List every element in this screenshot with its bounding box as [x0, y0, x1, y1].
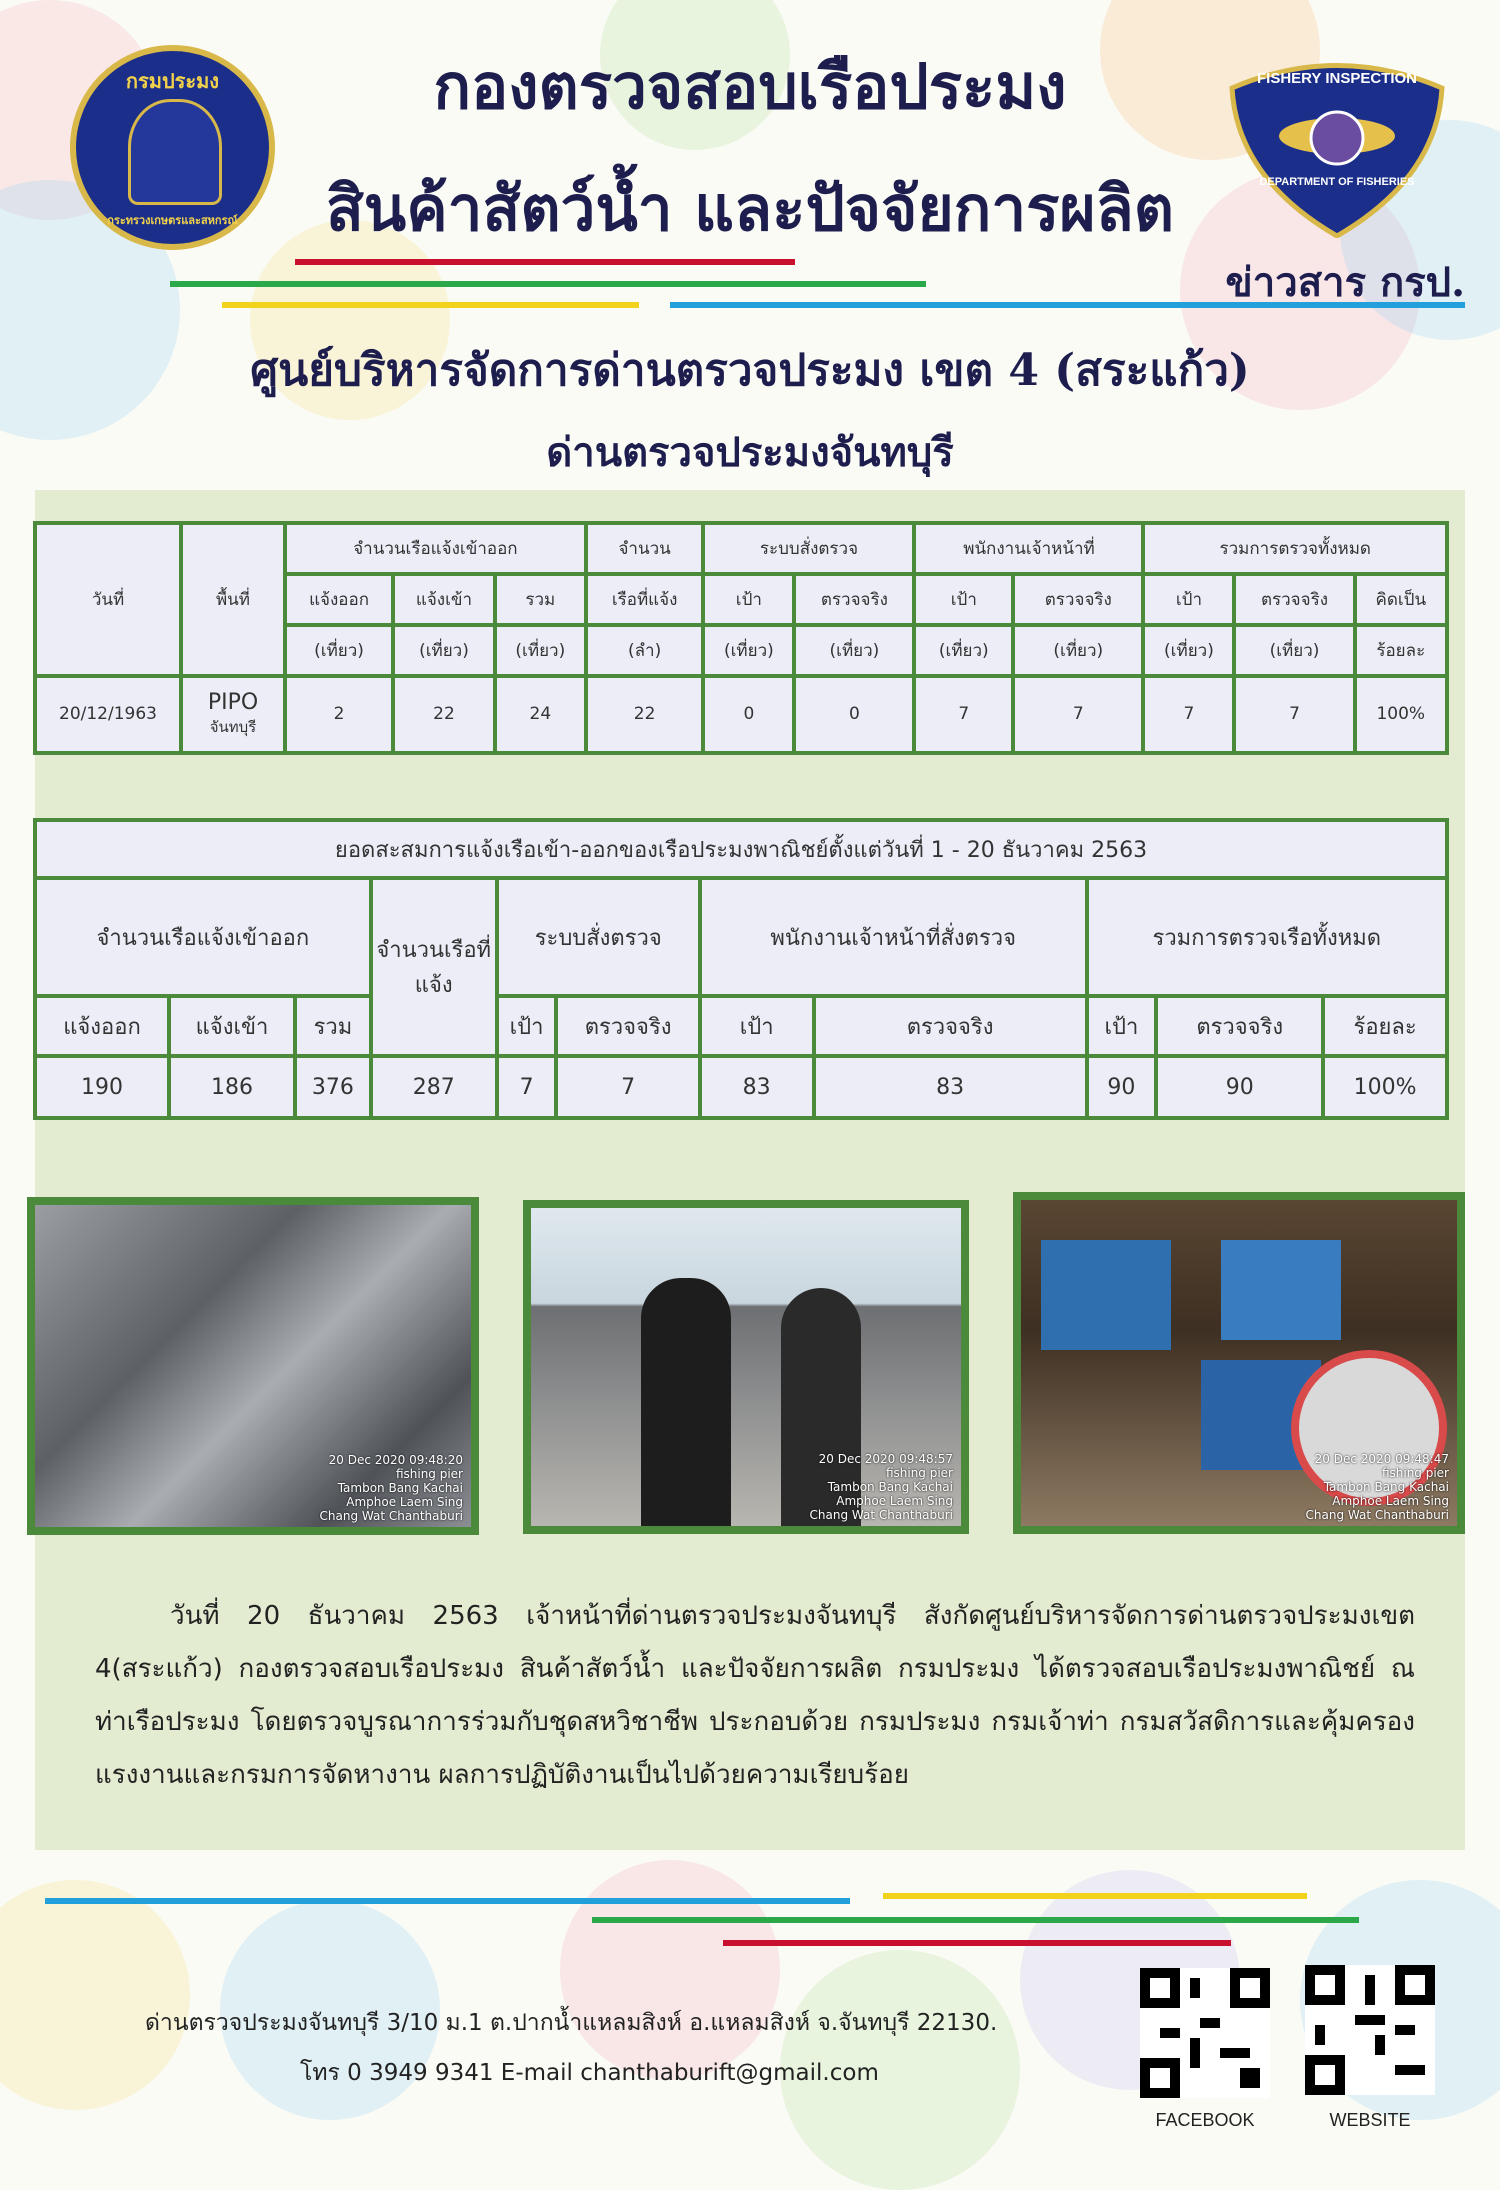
unit-cell: (เที่ยว)	[285, 625, 393, 676]
unit-cell: (ลำ)	[586, 625, 704, 676]
value-cell: 2	[285, 676, 393, 753]
divider-green	[170, 281, 926, 287]
subheader-cell: ตรวจจริง	[556, 996, 699, 1056]
qr-icon	[1305, 1965, 1435, 2095]
news-label: ข่าวสาร กรป.	[1225, 259, 1465, 306]
header-notify: จำนวนเรือแจ้งเข้าออก	[35, 878, 371, 996]
subheader-cell: เป้า	[914, 574, 1013, 625]
unit-cell: (เที่ยว)	[914, 625, 1013, 676]
header-area: พื้นที่	[181, 523, 285, 676]
photo-fish-baskets	[1013, 1192, 1465, 1534]
header-count: จำนวนเรือที่แจ้ง	[371, 878, 497, 1056]
divider-red	[295, 259, 795, 265]
photo-timestamp: 20 Dec 2020 09:48:20 fishing pier Tambon Bang Kachai Amphoe Laem Sing Chang Wat Chanthaburi	[319, 1453, 463, 1523]
unit-cell: (เที่ยว)	[1234, 625, 1354, 676]
photo-figure	[641, 1278, 731, 1528]
row-area	[181, 676, 285, 753]
subheader-cell: แจ้งออก	[285, 574, 393, 625]
row-area-code: PIPO	[207, 689, 259, 715]
subheader-cell: ตรวจจริง	[1234, 574, 1354, 625]
subheader-cell: เป้า	[700, 996, 814, 1056]
photo-fishing-net	[27, 1197, 479, 1535]
unit-cell: (เที่ยว)	[393, 625, 495, 676]
value-cell: 190	[35, 1056, 169, 1118]
value-cell: 83	[700, 1056, 814, 1118]
news-body-paragraph: วันที่ 20 ธันวาคม 2563 เจ้าหน้าที่ด่านตรวจประมงจันทบุรี สังกัดศูนย์บริหารจัดการด่านตรวจประมงเขต 4(สระแก้ว) กองตรวจสอบเรือประมง สินค้าสัตว์น้ำ และปัจจัยการผลิต กรมประมง ได้ตรวจสอบเรือประมงพาณิชย์ ณ ท่าเรือประมง โดยตรวจบูรณาการร่วมกับชุดสหวิชาชีพ ประกอบด้วย กรมประมง กรมเจ้าท่า กรมสวัสดิการและคุ้มครองแรงงานและกรมการจัดหางาน ผลการปฏิบัติงานเป็นไปด้วยความเรียบร้อย	[95, 1601, 1415, 1790]
footer-contact: โทร 0 3949 9341 E-mail chanthaburift@gmail.com	[300, 2060, 879, 2086]
row-date: 20/12/1963	[35, 676, 181, 753]
row-area-sub: จันทบุรี	[209, 717, 257, 736]
divider-yellow	[222, 302, 639, 308]
value-cell: 90	[1156, 1056, 1323, 1118]
footer-divider-blue	[45, 1898, 850, 1904]
facebook-qr-code[interactable]	[1140, 1968, 1270, 2098]
unit-cell: (เที่ยว)	[794, 625, 914, 676]
value-cell: 100%	[1355, 676, 1447, 753]
subheader-cell: เป้า	[1087, 996, 1157, 1056]
unit-cell: (เที่ยว)	[495, 625, 586, 676]
main-title-line1: กองตรวจสอบเรือประมง	[433, 50, 1067, 123]
subheader-cell: แจ้งเข้า	[393, 574, 495, 625]
header-notify: จำนวนเรือแจ้งเข้าออก	[285, 523, 586, 574]
subheader-cell: ร้อยละ	[1323, 996, 1447, 1056]
unit-cell: (เที่ยว)	[1143, 625, 1234, 676]
footer-divider-yellow	[883, 1893, 1307, 1899]
header-date: วันที่	[35, 523, 181, 676]
cumulative-table	[33, 818, 1449, 1120]
footer-divider-red	[723, 1940, 1231, 1946]
value-cell: 186	[169, 1056, 295, 1118]
subheader-cell: แจ้งเข้า	[169, 996, 295, 1056]
header-officer: พนักงานเจ้าหน้าที่สั่งตรวจ	[700, 878, 1087, 996]
subheader-cell: เรือที่แจ้ง	[586, 574, 704, 625]
subheader-cell: ตรวจจริง	[1013, 574, 1143, 625]
station-heading: ด่านตรวจประมงจันทบุรี	[546, 429, 954, 476]
subheader-cell: ตรวจจริง	[814, 996, 1087, 1056]
value-cell: 0	[794, 676, 914, 753]
value-cell: 22	[586, 676, 704, 753]
badge-top-text: FISHERY INSPECTION	[1256, 70, 1418, 87]
value-cell: 100%	[1323, 1056, 1447, 1118]
header-system: ระบบสั่งตรวจ	[703, 523, 914, 574]
value-cell: 7	[1234, 676, 1354, 753]
subheader-cell: ตรวจจริง	[1156, 996, 1323, 1056]
header-total: รวมการตรวจเรือทั้งหมด	[1087, 878, 1447, 996]
subheader-cell: รวม	[295, 996, 371, 1056]
subheader-cell: เป้า	[1143, 574, 1234, 625]
main-title-line2: สินค้าสัตว์น้ำ และปัจจัยการผลิต	[325, 172, 1175, 245]
value-cell: 287	[371, 1056, 497, 1118]
value-cell: 7	[1013, 676, 1143, 753]
value-cell: 376	[295, 1056, 371, 1118]
subheader-cell: เป้า	[497, 996, 557, 1056]
seal-arc-text: กรมประมง	[125, 69, 220, 93]
unit-cell: (เที่ยว)	[703, 625, 794, 676]
value-cell: 7	[1143, 676, 1234, 753]
header-officer: พนักงานเจ้าหน้าที่	[914, 523, 1143, 574]
website-qr-code[interactable]	[1305, 1965, 1435, 2095]
photo-basket	[1221, 1240, 1341, 1340]
footer-divider-green	[592, 1917, 1359, 1923]
value-cell: 24	[495, 676, 586, 753]
header-system: ระบบสั่งตรวจ	[497, 878, 700, 996]
subheader-cell: เป้า	[703, 574, 794, 625]
value-cell: 22	[393, 676, 495, 753]
photo-basket	[1041, 1240, 1171, 1350]
unit-cell: (เที่ยว)	[1013, 625, 1143, 676]
photo-timestamp: 20 Dec 2020 09:48:47 fishing pier Tambon Bang Kachai Amphoe Laem Sing Chang Wat Chanthaburi	[1305, 1452, 1449, 1522]
value-cell: 83	[814, 1056, 1087, 1118]
photo-inspection-officers	[523, 1200, 969, 1534]
header-count: จำนวน	[586, 523, 704, 574]
subheader-cell: คิดเป็น	[1355, 574, 1447, 625]
value-cell: 0	[703, 676, 794, 753]
unit-cell: ร้อยละ	[1355, 625, 1447, 676]
photo-timestamp: 20 Dec 2020 09:48:57 fishing pier Tambon Bang Kachai Amphoe Laem Sing Chang Wat Chanthaburi	[809, 1452, 953, 1522]
subheader-cell: รวม	[495, 574, 586, 625]
footer-address: ด่านตรวจประมงจันทบุรี 3/10 ม.1 ต.ปากน้ำแหลมสิงห์ อ.แหลมสิงห์ จ.จันทบุรี 22130.	[145, 2010, 998, 2036]
value-cell: 90	[1087, 1056, 1157, 1118]
website-label: WEBSITE	[1329, 2110, 1411, 2130]
cumulative-title: ยอดสะสมการแจ้งเรือเข้า-ออกของเรือประมงพาณิชย์ตั้งแต่วันที่ 1 - 20 ธันวาคม 2563	[35, 820, 1447, 878]
facebook-label: FACEBOOK	[1155, 2110, 1255, 2130]
value-cell: 7	[497, 1056, 557, 1118]
value-cell: 7	[556, 1056, 699, 1118]
qr-icon	[1140, 1968, 1270, 2098]
header-total: รวมการตรวจทั้งหมด	[1143, 523, 1447, 574]
seal-bottom-text: กระทรวงเกษตรและสหกรณ์	[107, 214, 238, 227]
subheader-cell: แจ้งออก	[35, 996, 169, 1056]
daily-table	[33, 521, 1449, 755]
value-cell: 7	[914, 676, 1013, 753]
badge-bottom-text: DEPARTMENT OF FISHERIES	[1259, 176, 1415, 188]
subheader-cell: ตรวจจริง	[794, 574, 914, 625]
center-heading: ศูนย์บริหารจัดการด่านตรวจประมง เขต 4 (สระแก้ว)	[250, 345, 1250, 396]
